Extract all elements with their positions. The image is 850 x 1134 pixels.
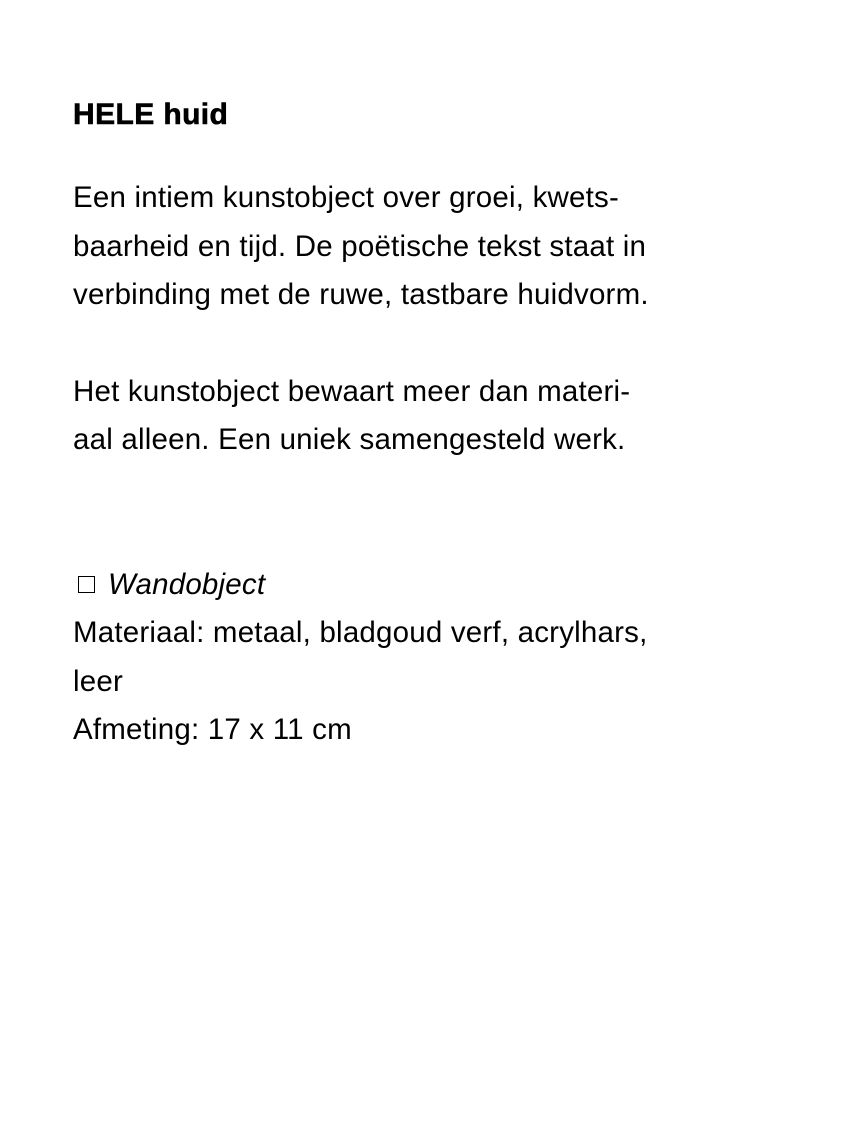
document-content [73,96,793,755]
paragraph-line: Een intiem kunstobject over groei, kwets- [73,181,619,214]
paragraph-line: verbinding met de ruwe, tastbare huidvorm. [73,278,649,311]
paragraph-line: Het kunstobject bewaart meer dan materi- [73,374,631,408]
description-paragraph [73,174,793,320]
object-type-label: Wandobject [108,567,266,601]
document-title: HELE huid [73,98,229,131]
paragraph-line: aal alleen. Een uniek samengesteld werk. [73,423,626,456]
product-details [73,561,793,755]
checkbox-icon [78,576,95,593]
material-line: leer [73,664,123,698]
paragraph-line: baarheid en tijd. De poëtische tekst staat in [73,229,647,263]
material-line: Materiaal: metaal, bladgoud verf, acrylhars, [73,616,648,649]
description-paragraph [73,368,793,465]
dimensions-line: Afmeting: 17 x 11 cm [73,713,352,746]
object-type [73,561,793,610]
